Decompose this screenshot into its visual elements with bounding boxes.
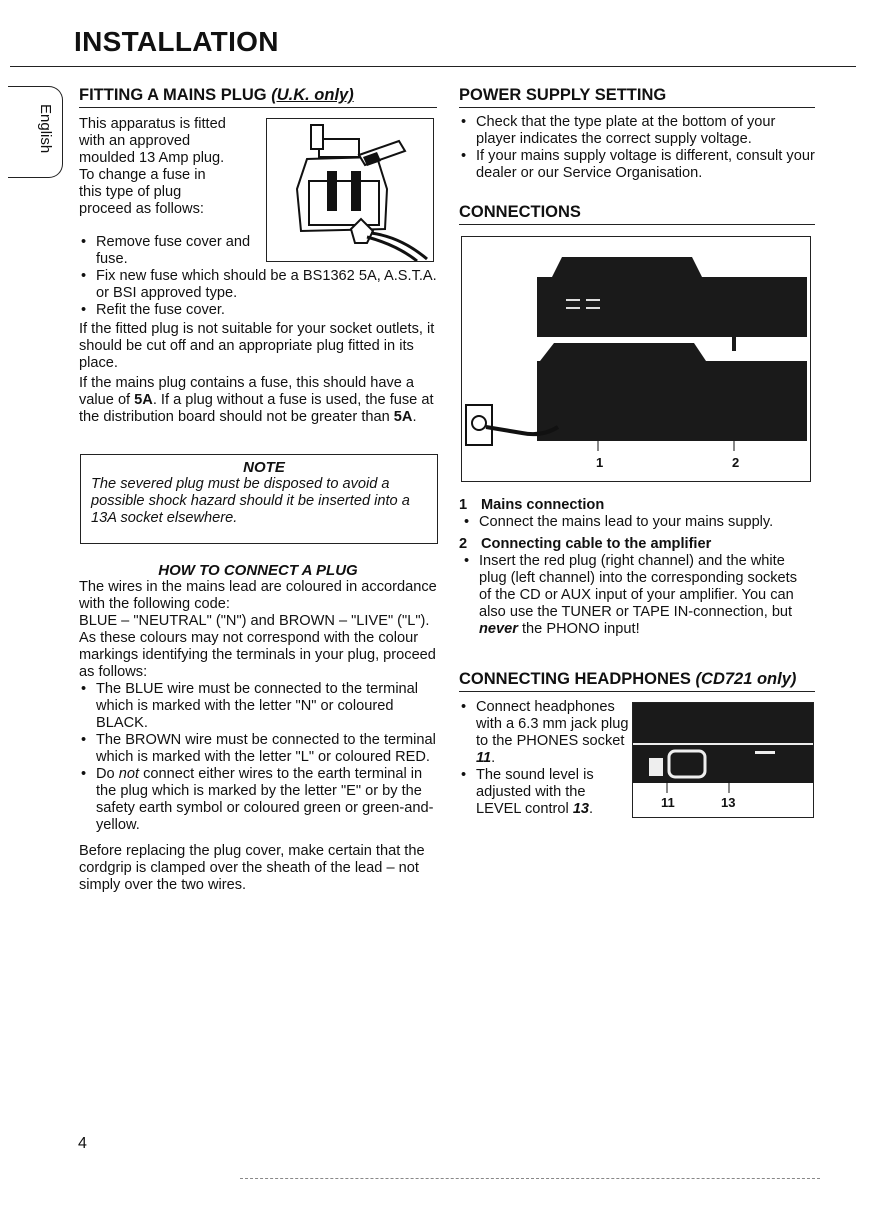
para2-value-2: 5A [393,409,413,425]
headphones-item-2-end: . [589,801,594,817]
para2-text-a: If the mains plug contains a fuse, this should have a value of [79,375,415,408]
fuse-step-3: • Refit the fuse cover. [79,302,437,319]
item-2-number: 2 [459,536,468,552]
devices-drawing [462,237,810,481]
intro-line-5: this type of plug [79,184,182,200]
footer-scan-line [240,1178,820,1179]
mains-plug-intro [79,116,264,218]
connection-item-2-text [462,553,809,638]
figure-label-1: 1 [596,455,604,470]
headphones-heading [459,670,815,692]
wire-rule-blue: • The BLUE wire must be connected to the terminal which is marked with the letter "N" or coloured BLACK. [79,681,436,732]
headphones-heading-text: CONNECTING HEADPHONES [459,670,691,688]
headphones-item-1-end: . [491,750,496,766]
closing-para: Before replacing the plug cover, make certain that the cordgrip is clamped over the sheath of the lead – not simply over the two wires. [79,843,425,893]
page-title: INSTALLATION [74,26,279,57]
connect-plug-heading: HOW TO CONNECT A PLUG [158,562,358,579]
item-1-number: 1 [459,497,468,513]
note-title: NOTE [243,459,285,476]
note-text: The severed plug must be disposed to avoid a possible shock hazard should it be inserted into a 13A socket elsewhere. [91,476,410,526]
fuse-step-2: • Fix new fuse which should be a BS1362 5A, A.S.T.A. or BSI approved type. [79,268,437,302]
fuse-step-1: • Remove fuse cover and fuse. [79,234,252,268]
mains-plug-section [79,86,437,108]
rule3-text-a: Do [96,766,119,782]
connect-plug-section [79,562,437,894]
plug-para-1: If the fitted plug is not suitable for your socket outlets, it should be cut off and an appropriate plug fitted in its place. [79,321,435,371]
headphones-items [459,699,631,818]
phones-socket-ref: 11 [476,750,492,766]
level-control-ref: 13 [572,801,590,817]
rule3-text-c: connect either wires to the earth terminal in the plug which is marked by the letter "E" or by the safety earth symbol or coloured green or green-and-yellow. [96,766,434,833]
intro-line-3: moulded 13 Amp plug. [79,150,225,166]
intro-line-2: with an approved [79,133,191,149]
para2-text-c: . If a plug without a fuse is used, the fuse at the distribution board should not be greater than [79,392,434,425]
intro-line-1: This apparatus is fitted [79,116,226,132]
item-2-text-c: the PHONO input! [517,621,640,637]
power-supply-item-2: • If your mains supply voltage is different, consult your dealer or our Service Organisation. [459,148,815,182]
figure-label-2: 2 [732,455,740,470]
headphones-item-1 [459,699,631,767]
language-tab [8,86,63,178]
mains-plug-heading-qualifier: (U.K. only) [271,86,354,104]
colour-code: BLUE – "NEUTRAL" ("N") and BROWN – "LIVE" ("L"). [79,613,430,629]
mains-plug-heading [79,86,437,108]
language-tab-label: English [37,104,54,154]
para2-text-e: . [412,409,417,425]
connections-items [459,497,815,638]
connect-plug-intro: The wires in the mains lead are coloured in accordance with the following code: [79,579,437,612]
item-1-title: Mains connection [481,497,605,513]
wire-rule-brown: • The BROWN wire must be connected to the terminal which is marked with the letter "L" or coloured RED. [79,732,436,766]
connection-item-1-title [459,497,815,514]
item-2-title: Connecting cable to the amplifier [481,536,712,552]
item-2-text-a: Insert the red plug (right channel) and the white plug (left channel) into the corresponding sockets of the CD or AUX input of your amplifier. You can also use the TUNER or TAPE IN-connection, but [479,553,798,620]
headphones-illustration [632,702,814,818]
page-number: 4 [78,1135,87,1152]
colours-note: As these colours may not correspond with the colour markings identifying the terminals in your plug, proceed as follows: [79,630,436,680]
plug-para-2 [79,375,437,426]
note-box [80,454,438,544]
connections-illustration [461,236,811,482]
headphones-item-2 [459,767,631,818]
power-supply-heading: POWER SUPPLY SETTING [459,86,815,108]
connections-heading: CONNECTIONS [459,203,815,225]
intro-line-4: To change a fuse in [79,167,206,183]
item-2-emphasis: never [479,621,518,637]
figure-label-11: 11 [661,795,675,810]
rule3-emphasis: not [118,766,140,782]
wire-rule-earth [79,766,436,834]
headphones-item-2-text: The sound level is adjusted with the LEVEL control [476,767,594,817]
header-rule [10,66,856,67]
fuse-steps [79,234,437,426]
headphones-section [459,670,815,692]
headphones-heading-qualifier: (CD721 only) [695,670,797,688]
power-supply-section [459,86,815,182]
mains-plug-heading-text: FITTING A MAINS PLUG [79,86,267,104]
intro-line-6: proceed as follows: [79,201,204,217]
figure-label-13: 13 [721,795,736,810]
para2-value-1: 5A [134,392,153,408]
headphones-item-1-text: Connect headphones with a 6.3 mm jack plug to the PHONES socket [476,699,629,749]
connection-item-1-text: • Connect the mains lead to your mains supply. [462,514,815,531]
connections-section [459,203,815,225]
connection-item-2-title [459,536,815,553]
power-supply-item-1: • Check that the type plate at the bottom of your player indicates the correct supply voltage. [459,114,815,148]
